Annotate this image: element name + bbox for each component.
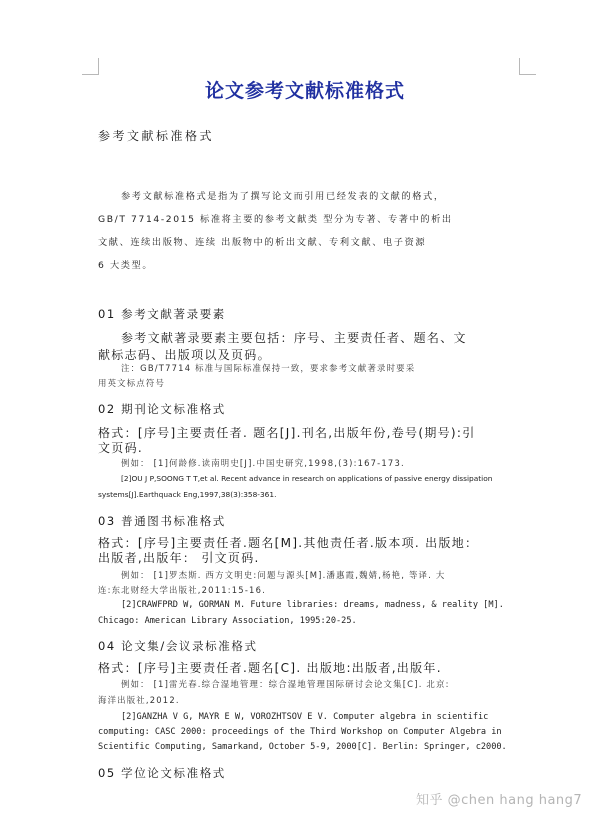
s3-example-2b: Chicago: American Library Association, 1995:20-25. [98, 616, 357, 626]
s4-example-1b: 海洋出版社,2012. [98, 695, 180, 705]
s3-example-1a: 例如： [1]罗杰斯. 西方文明史:问题与源头[M].潘惠霞,魏婧,杨艳, 等译. 大 [121, 570, 446, 580]
subtitle: 参考文献标准格式 [98, 129, 215, 143]
section-heading-03: 03 普通图书标准格式 [98, 514, 226, 528]
s3-example-1b: 连:东北财经大学出版社,2011:15-16. [98, 585, 266, 595]
watermark: 知乎 @chen hang hang7 [416, 793, 583, 808]
s1-note-line-1: 注：GB/T7714 标准与国际标准保持一致，要求参考文献著录时要采 [121, 363, 416, 373]
intro-line-1: 参考文献标准格式是指为了撰写论文而引用已经发表的文献的格式， [121, 191, 445, 202]
intro-line-3: 文献、连续出版物、连续 出版物中的析出文献、专利文献、电子资源 [98, 237, 427, 248]
s4-format: 格式：[序号]主要责任者.题名[C]. 出版地:出版者,出版年. [98, 661, 442, 675]
s1-lead-line-1: 参考文献著录要素主要包括：序号、主要责任者、题名、文 [121, 331, 467, 345]
s2-format-line-2: 文页码. [98, 441, 144, 455]
s2-example-2b: systems[J].Earthquack Eng,1997,38(3):358-361. [98, 490, 277, 499]
section-heading-05: 05 学位论文标准格式 [98, 766, 226, 780]
s4-example-2c: Scientific Computing, Samarkand, October 5-9, 2000[C]. Berlin: Springer, c2000. [98, 742, 507, 752]
intro-line-4: 6 大类型。 [98, 260, 154, 271]
s3-format-line-2: 出版者,出版年： 引文页码. [98, 551, 260, 565]
s3-example-2a: [2]CRAWFPRD W, GORMAN M. Future libraries: dreams, madness, & reality [M]. [121, 600, 504, 610]
margin-corner-top-right [519, 58, 536, 75]
s2-format-line-1: 格式：[序号]主要责任者. 题名[J].刊名,出版年份,卷号(期号):引 [98, 426, 476, 440]
s3-format-line-1: 格式：[序号]主要责任者.题名[M].其他责任者.版本项. 出版地： [98, 536, 479, 550]
s4-example-2a: [2]GANZHA V G, MAYR E W, VOROZHTSOV E V. Computer algebra in scientific [121, 712, 489, 722]
margin-corner-top-left [82, 58, 99, 75]
section-heading-01: 01 参考文献著录要素 [98, 307, 226, 321]
section-heading-04: 04 论文集/会议录标准格式 [98, 639, 258, 653]
s4-example-2b: computing: CASC 2000: proceedings of the Third Workshop on Computer Algebra in [98, 727, 502, 737]
section-heading-02: 02 期刊论文标准格式 [98, 402, 226, 416]
s2-example-2a: [2]OU J P,SOONG T T,et al. Recent advance in research on applications of passive energy dissipation [121, 474, 493, 483]
s4-example-1a: 例如： [1]雷光春.综合湿地管理：综合湿地管理国际研讨会论文集[C]. 北京: [121, 679, 450, 689]
s2-example-1: 例如： [1]何龄修.读南明史[J].中国史研究,1998,(3):167-173. [121, 458, 405, 468]
document-title: 论文参考文献标准格式 [204, 80, 405, 102]
s1-note-line-2: 用英文标点符号 [98, 378, 166, 388]
intro-line-2: GB/T 7714-2015 标准将主要的参考文献类 型分为专著、专著中的析出 [98, 214, 453, 225]
s1-lead-line-2: 献标志码、出版项以及页码。 [98, 348, 271, 362]
